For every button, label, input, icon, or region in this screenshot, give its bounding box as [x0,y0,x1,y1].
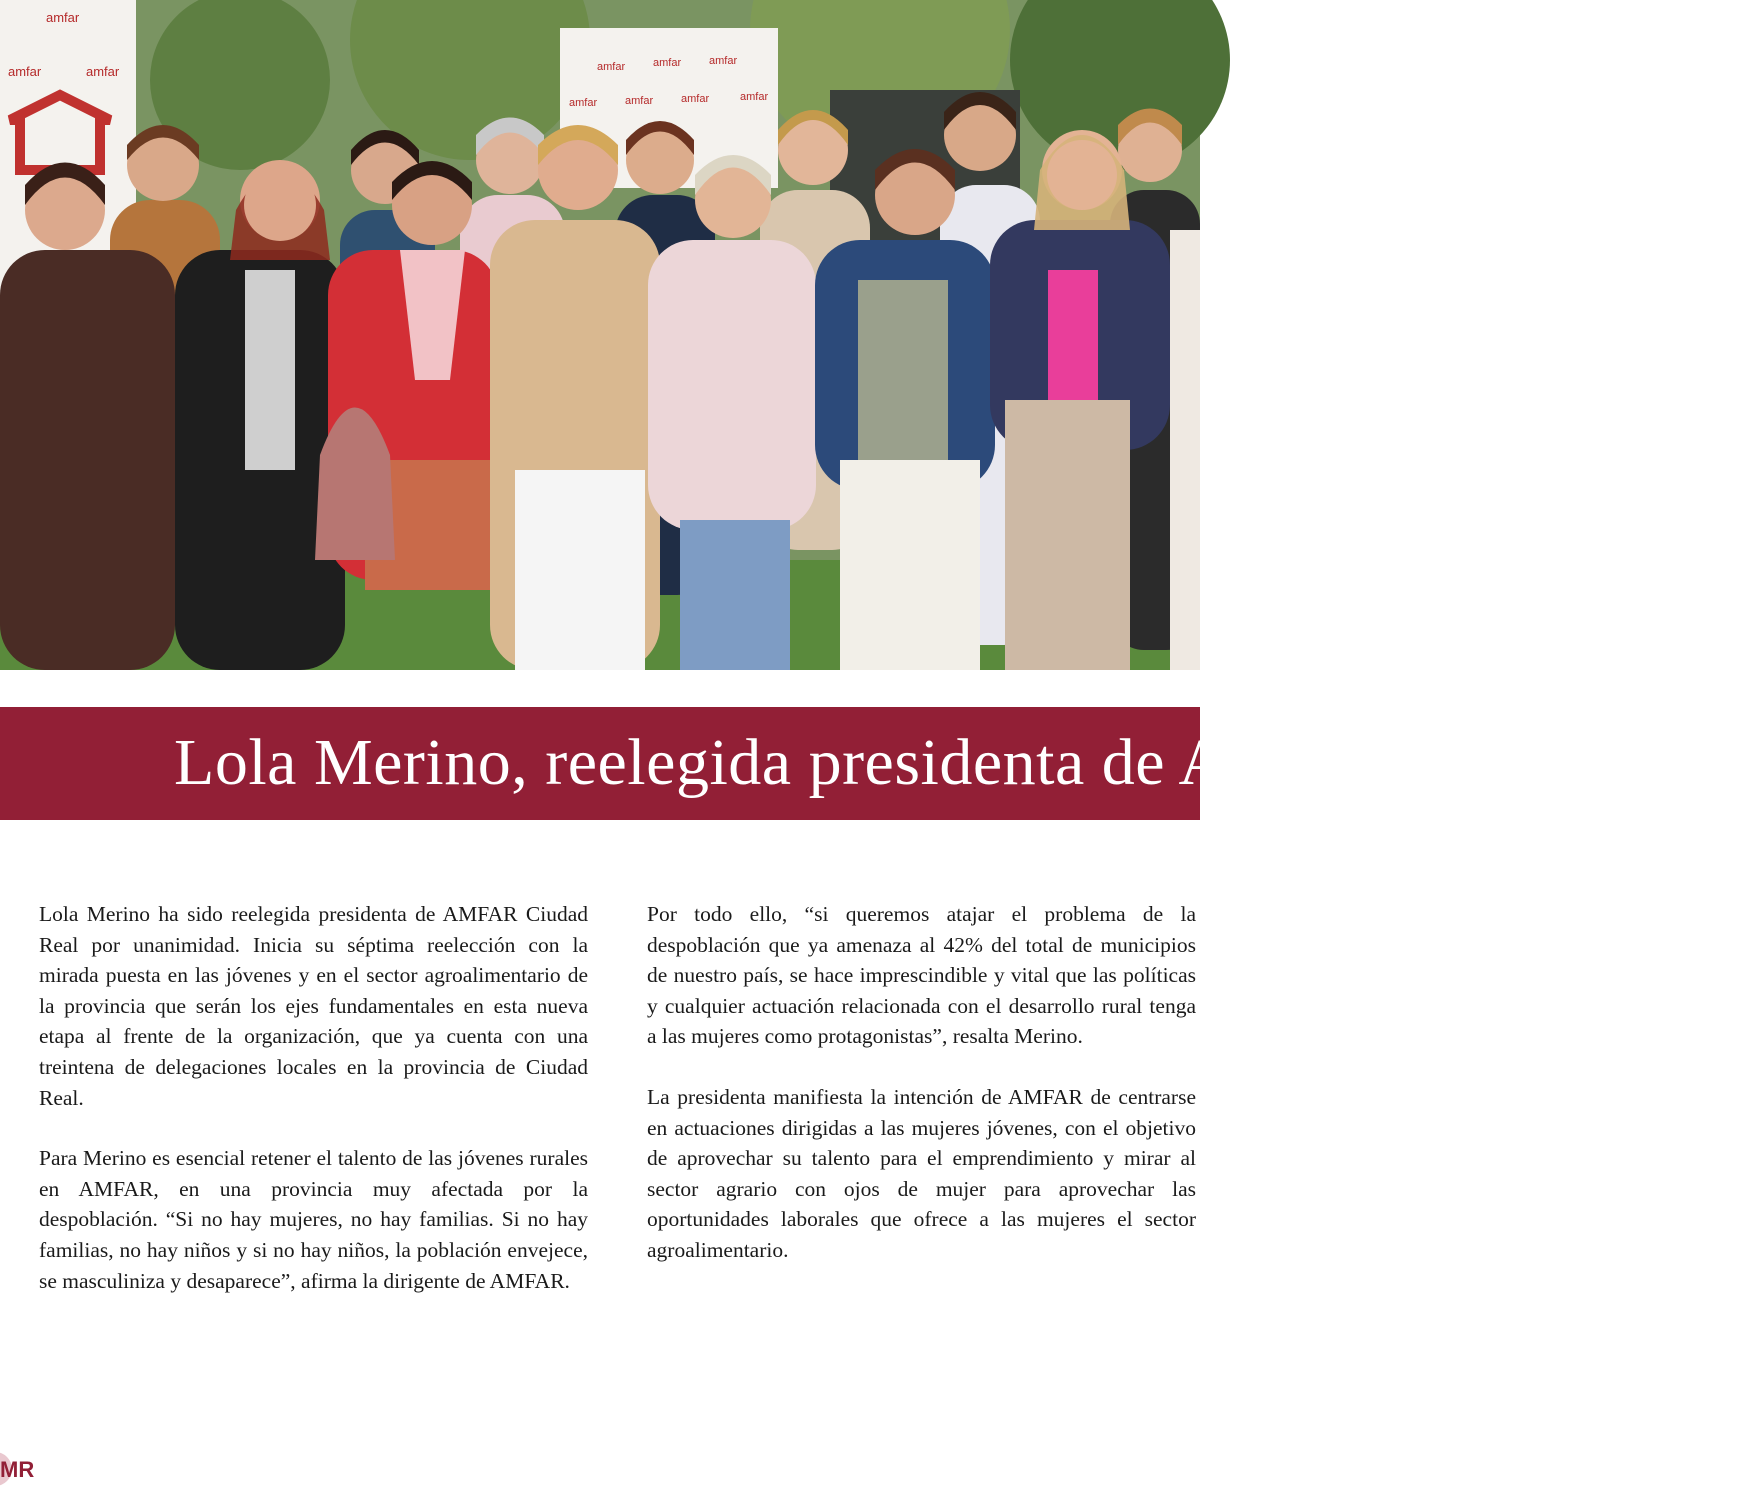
paragraph: Por todo ello, “si queremos atajar el problema de la despoblación que ya amenaza al 42% del total de municipios de nuestro país, se hace imprescindible y vital que las políticas y cualquier actuación relacionada con el desarrollo rural tenga a las mujeres como protagonistas”, resalta Merino. [647,902,1196,1049]
column-left [39,899,588,1326]
svg-text:amfar: amfar [625,95,654,107]
title-band [0,707,1761,820]
group-photo-illustration [0,0,1200,670]
svg-text:amfar: amfar [569,97,598,109]
article-title: Lola Merino, reelegida presidenta de AMFAR Ciudad Real [174,726,1761,799]
group-photo [0,0,1200,670]
svg-text:amfar: amfar [597,61,626,73]
footer-mark [0,1452,60,1494]
svg-text:amfar: amfar [709,55,738,67]
svg-text:amfar: amfar [740,91,769,103]
svg-text:amfar: amfar [8,64,42,79]
banner-logo-text: amfar [46,10,80,25]
column-right [647,899,1196,1296]
paragraph: Lola Merino ha sido reelegida presidenta de AMFAR Ciudad Real por unanimidad. Inicia su séptima reelección con la mirada puesta en las jóvenes y en el sector agroalimentario de la provincia que serán los ejes fundamentales en esta nueva etapa al frente de la organización, que ya cuenta con una treintena de delegaciones locales en la provincia de Ciudad Real. [39,902,588,1110]
svg-text:amfar: amfar [653,57,682,69]
svg-text:amfar: amfar [86,64,120,79]
svg-text:amfar: amfar [681,93,710,105]
paragraph: La presidenta manifiesta la intención de AMFAR de centrarse en actuaciones dirigidas a las mujeres jóvenes, con el objetivo de aprovechar su talento para el emprendimiento y mirar al sector agrario con ojos de mujer para aprovechar las oportunidades laborales que ofrece a las mujeres el sector agroalimentario. [647,1084,1196,1262]
paragraph: Para Merino es esencial retener el talento de las jóvenes rurales en AMFAR, en una provincia muy afectada por la despoblación. “Si no hay mujeres, no hay familias. Si no hay familias, no hay niños y si no hay niños, la población envejece, se masculiniza y desaparece”, afirma la dirigente de AMFAR. [39,1146,588,1293]
footer-mark-text: MR [0,1457,35,1482]
